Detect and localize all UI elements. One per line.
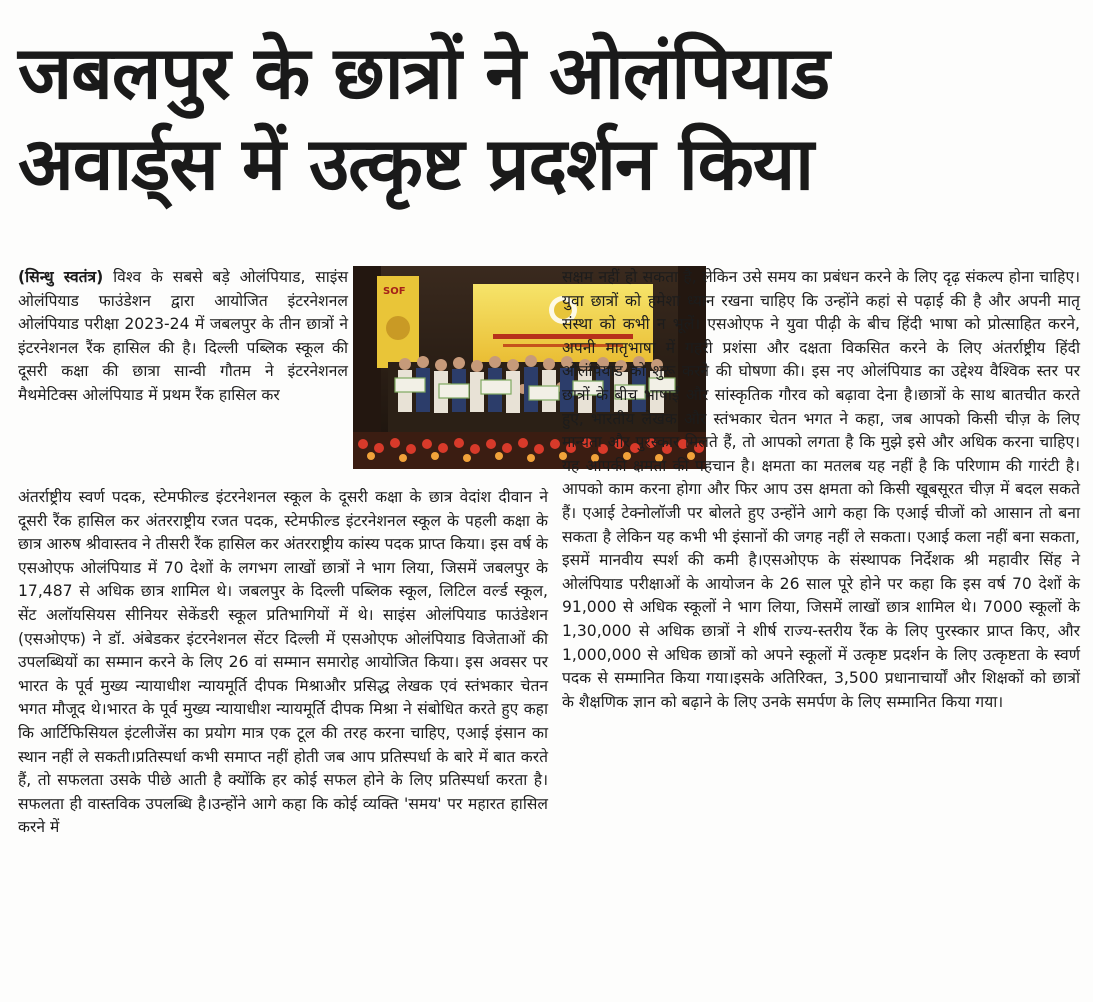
article-column-left-top — [18, 266, 348, 408]
article-text-intro: विश्व के सबसे बड़े ओलंपियाड, साइंस ओलंपियाड फाउंडेशन द्वारा आयोजित इंटरनेशनल ओलंपियाड परीक्षा 2023-24 में जबलपुर के तीन छात्रों ने इंटरनेशनल रैंक हासिल की है। दिल्ली पब्लिक स्कूल की दूसरी कक्षा की छात्रा सान्वी गौतम ने इंटरनेशनल मैथमेटिक्स ओलंपियाड में प्रथम रैंक हासिल कर — [18, 268, 348, 404]
article-paragraph-intro — [18, 266, 348, 408]
dateline: (सिन्धु स्वतंत्र) — [18, 268, 104, 286]
headline-line-1: जबलपुर के छात्रों ने ओलंपियाड — [18, 31, 830, 116]
article-text-continued: अंतर्राष्ट्रीय स्वर्ण पदक, स्टेमफील्ड इंटरनेशनल स्कूल के दूसरी कक्षा के छात्र वेदांश दीवान ने दूसरी रैंक हासिल कर अंतरराष्ट्रीय रजत पदक, स्टेमफील्ड इंटरनेशनल स्कूल के पहली कक्षा के छात्र आरुष श्रीवास्तव ने तीसरी रैंक हासिल कर अंतरराष्ट्रीय कांस्य पदक प्राप्त किया। इस वर्ष के एसओएफ ओलंपियाड में 70 देशों के लगभग लाखों छात्रों ने भाग लिया, जिसमें जबलपुर के 17,487 से अधिक छात्र शामिल थे। जबलपुर के दिल्ली पब्लिक स्कूल, लिटिल वर्ल्ड स्कूल, सेंट अलॉयसियस सीनियर सेकेंडरी स्कूल प्रतिभागियों में थे। साइंस ओलंपियाड फाउंडेशन (एसओएफ) ने डॉ. अंबेडकर इंटरनेशनल सेंटर दिल्ली में एसओएफ ओलंपियाड विजेताओं की उपलब्धियों का सम्मान करने के लिए 26 वां सम्मान समारोह आयोजित किया। इस अवसर पर भारत के पूर्व मुख्य न्यायाधीश न्यायमूर्ति दीपक मिश्राऔर प्रसिद्ध लेखक एवं स्तंभकार चेतन भगत मौजूद थे।भारत के पूर्व मुख्य न्यायाधीश न्यायमूर्ति दीपक मिश्रा ने संबोधित करते हुए कहा कि आर्टिफिसियल इंटलीजेंस का प्रयोग मात्र एक टूल की तरह करना चाहिए, एआई इंसान का स्थान नहीं ले सकती।प्रतिस्पर्धा कभी समाप्त नहीं होती जब आप प्रतिस्पर्धा के बारे में बात करते हैं, तो सफलता उसके पीछे आती है क्योंकि हर कोई सफल होने के लिए प्रतिस्पर्धा करता है। सफलता ही वास्तविक उपलब्धि है।उन्होंने आगे कहा कि कोई व्यक्ति 'समय' पर महारत हासिल करने में — [18, 488, 548, 837]
article-column-right — [562, 266, 1080, 714]
article-text-right: सक्षम नहीं हो सकता है, लेकिन उसे समय का प्रबंधन करने के लिए दृढ़ संकल्प होना चाहिए। युवा छात्रों को हमेशा ध्यान रखना चाहिए कि उन्होंने कहां से पढ़ाई की है और अपनी मातृ संस्था को कभी न भूलें। एसओएफ ने युवा पीढ़ी के बीच हिंदी भाषा को प्रोत्साहित करने, अपनी मातृभाषा में गहरी प्रशंसा और दक्षता विकसित करने के लिए अंतर्राष्ट्रीय हिंदी ओलंपियाड को शुरू करने की घोषणा की। इस नए ओलंपियाड का उद्देश्य वैश्विक स्तर पर छात्रों के बीच भाषाई और सांस्कृतिक गौरव को बढ़ावा देना है।छात्रों के साथ बातचीत करते हुए, भारतीय लेखक और स्तंभकार चेतन भगत ने कहा, जब आपको किसी चीज़ के लिए मान्यता और पुरस्कार मिलते हैं, तो आपको लगता है कि मुझे इसे और अधिक करना चाहिए। यह आपकी क्षमता की पहचान है। क्षमता का मतलब यह नहीं है कि परिणाम की गारंटी है। आपको काम करना होगा और फिर आप उस क्षमता को किसी खूबसूरत चीज़ में बदल सकते हैं। एआई टेक्नोलॉजी पर बोलते हुए उन्होंने आगे कहा कि एआई चीजों को आसान तो बना सकता है लेकिन यह कभी भी इंसानों की जगह नहीं ले सकता। एआई कला नहीं बना सकता, इसमें मानवीय स्पर्श की कमी है।एसओएफ के संस्थापक निर्देशक श्री महावीर सिंह ने ओलंपियाड परीक्षाओं के आयोजन के 26 साल पूरे होने पर कहा कि इस वर्ष 70 देशों के 91,000 से अधिक स्कूलों ने भाग लिया, जिसमें लाखों छात्र शामिल थे। 7000 स्कूलों के 1,30,000 से अधिक छात्रों ने शीर्ष राज्य-स्तरीय रैंक के लिए पुरस्कार प्राप्त किए, और 1,000,000 से अधिक छात्रों को अपने स्कूलों में उत्कृष्ट प्रदर्शन के लिए उत्कृष्टता के स्वर्ण पदक से सम्मानित किया गया।इसके अतिरिक्त, 3,500 प्रधानाचार्यों और शिक्षकों को छात्रों के शैक्षणिक ज्ञान को बढ़ाने के लिए उनके समर्पण के लिए सम्मानित किया गया। — [562, 268, 1080, 711]
article-column-left-bottom — [18, 486, 548, 840]
headline-line-2: अवार्ड्स में उत्कृष्ट प्रदर्शन किया — [18, 122, 814, 207]
headline — [18, 28, 1078, 210]
standee-logo-text: SOF — [383, 286, 406, 297]
